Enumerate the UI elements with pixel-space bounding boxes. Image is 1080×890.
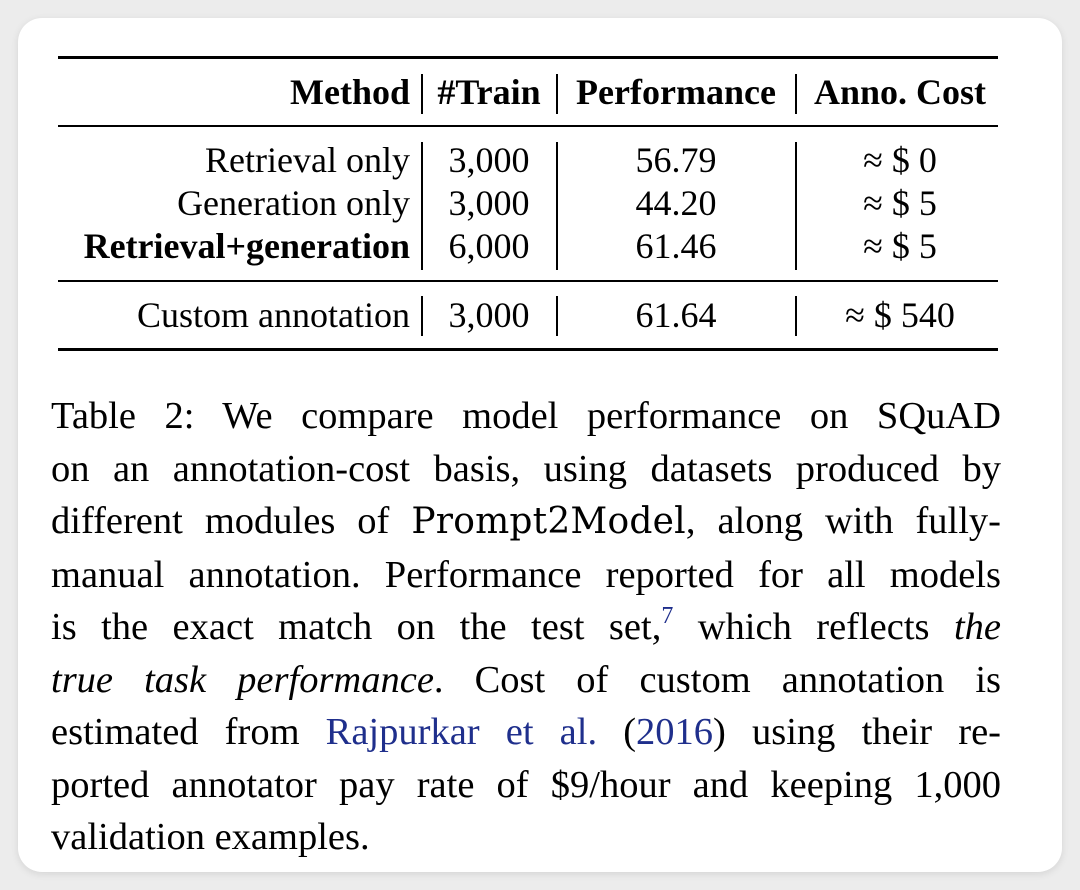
row-1-performance: 56.79 [635, 140, 717, 180]
caption-line: validation examples. [51, 816, 370, 858]
caption-italic-text: true task performance [51, 658, 434, 701]
row-3-cost: ≈ $ 5 [863, 226, 937, 266]
row-1-train: 3,000 [448, 140, 530, 180]
caption-text: is the exact match on the test set, [51, 606, 662, 648]
caption-text: ) using their re- [713, 711, 1001, 753]
paper-card [18, 18, 1062, 872]
column-separator-2 [556, 74, 558, 114]
caption-line: on an annotation-cost basis, using datasets produced by [51, 447, 1001, 490]
citation-link[interactable]: Rajpurkar et al. [325, 711, 598, 753]
column-separator-1 [421, 74, 423, 114]
header-performance: Performance [576, 72, 776, 112]
row-2-performance: 44.20 [635, 183, 717, 223]
caption-line [51, 601, 1001, 654]
caption-text: , along with fully- [685, 500, 1001, 542]
column-separator-3 [795, 74, 797, 114]
row-3-train: 6,000 [448, 226, 530, 266]
row-3-performance: 61.46 [635, 226, 717, 266]
header-anno-cost: Anno. Cost [813, 72, 987, 112]
custom-row-performance: 61.64 [635, 295, 717, 335]
caption-text: which reflects [673, 606, 954, 648]
caption-line: manual annotation. Performance reported for all models [51, 553, 1001, 596]
row-2-train: 3,000 [448, 183, 530, 223]
column-separator-1 [421, 296, 423, 336]
caption-text: estimated from [51, 711, 326, 753]
footnote-link[interactable]: 7 [661, 603, 674, 629]
caption-italic-text: the [953, 606, 1002, 648]
row-3-method: Retrieval+generation [83, 226, 410, 266]
table-bottom-rule [58, 348, 998, 351]
column-separator-3 [795, 296, 797, 336]
custom-row-train: 3,000 [448, 295, 530, 335]
caption-text: different modules of [51, 500, 412, 542]
table-header-rule [58, 125, 998, 127]
table-mid-rule [58, 280, 998, 282]
caption-text: ( [597, 711, 637, 753]
citation-year-link[interactable]: 2016 [636, 711, 714, 753]
column-separator-1 [421, 142, 423, 270]
header-method: Method [290, 72, 410, 112]
column-separator-2 [556, 296, 558, 336]
row-1-cost: ≈ $ 0 [863, 140, 937, 180]
custom-row-method: Custom annotation [137, 295, 410, 335]
caption-line: ported annotator pay rate of $9/hour and keeping 1,000 [51, 763, 1001, 806]
custom-row-cost: ≈ $ 540 [845, 295, 955, 335]
column-separator-3 [795, 142, 797, 270]
table-top-rule [58, 56, 998, 59]
table-caption [51, 390, 1001, 864]
caption-line: Table 2: We compare model performance on SQuAD [51, 395, 1001, 437]
header-train: #Train [437, 72, 541, 112]
caption-line [51, 654, 1001, 707]
row-2-cost: ≈ $ 5 [863, 183, 937, 223]
caption-text: . Cost of custom annotation is [433, 658, 1002, 701]
row-2-method: Generation only [177, 183, 410, 223]
column-separator-2 [556, 142, 558, 270]
caption-line [51, 706, 1001, 759]
row-1-method: Retrieval only [205, 140, 410, 180]
caption-line [51, 495, 1001, 549]
system-name: Prompt2Model [411, 501, 686, 542]
